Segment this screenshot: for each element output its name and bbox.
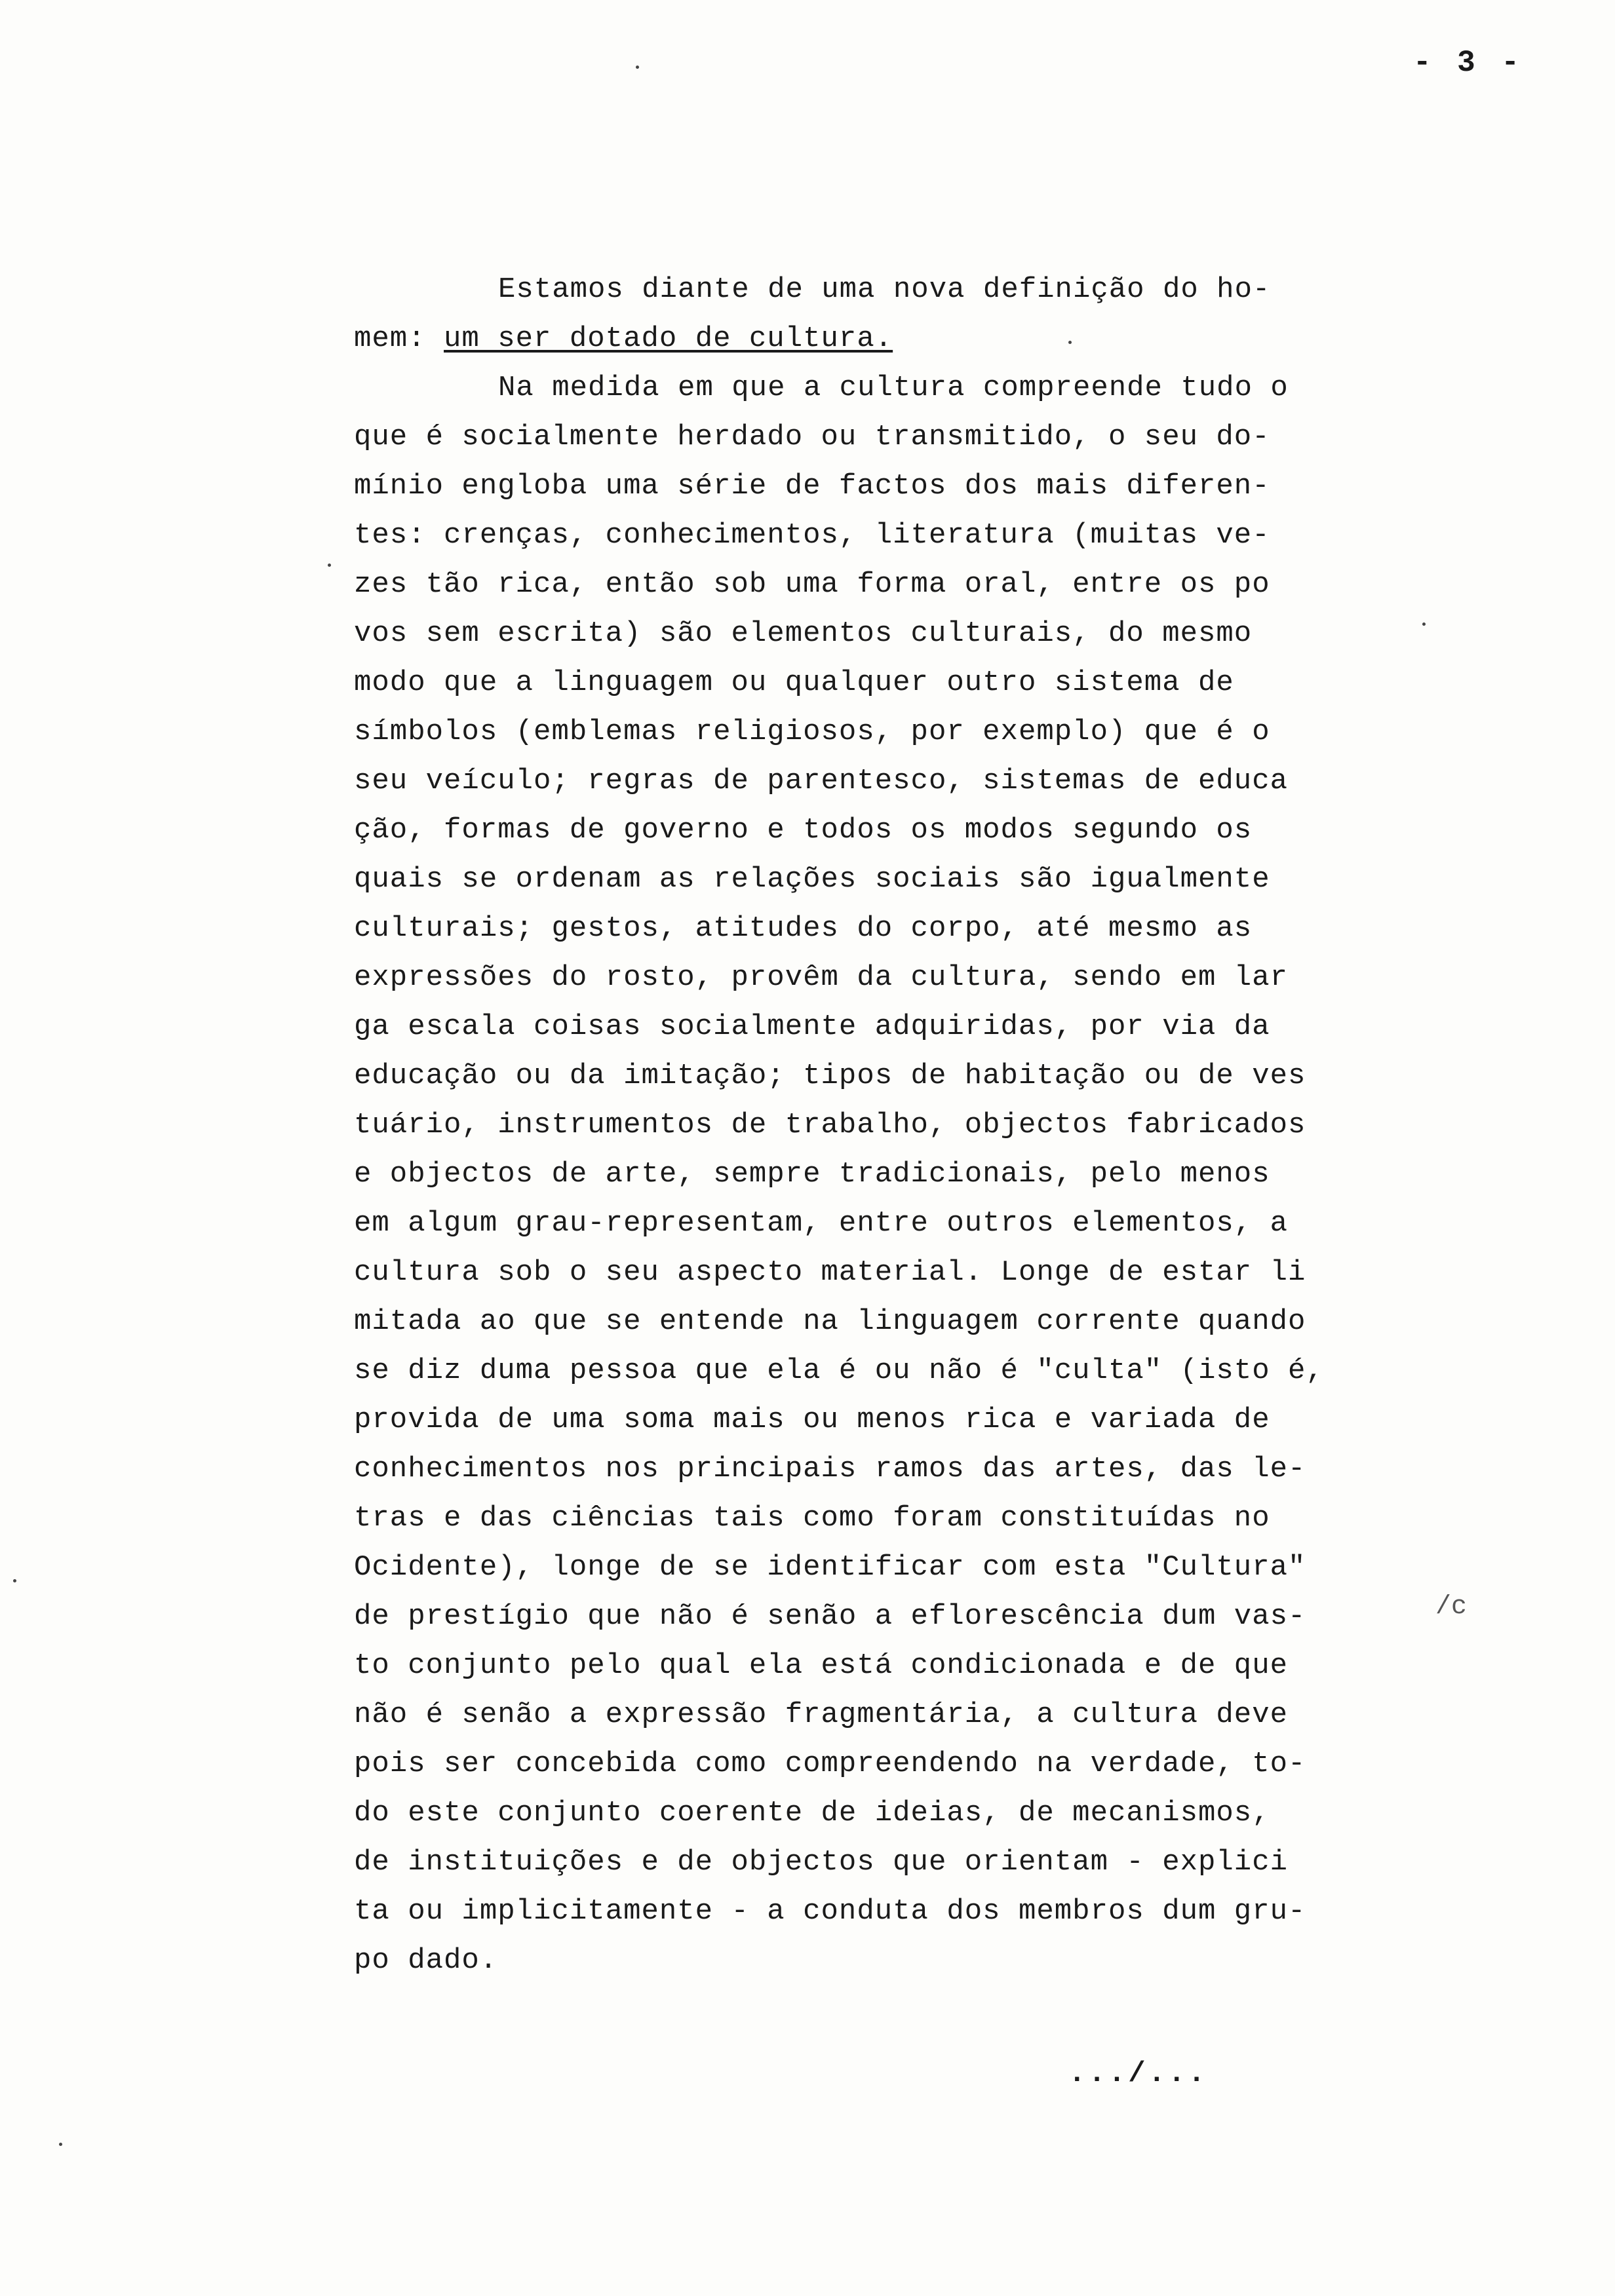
text-line: educação ou da imitação; tipos de habitação ou de ves	[354, 1060, 1306, 1092]
continuation-marker: .../...	[1068, 2057, 1208, 2090]
text-line: provida de uma soma mais ou menos rica e variada de	[354, 1404, 1270, 1436]
text-line: Na medida em que a cultura compreende tudo o	[498, 372, 1289, 404]
text-line: cultura sob o seu aspecto material. Longe de estar li	[354, 1256, 1306, 1289]
scan-speck	[13, 1579, 16, 1582]
text-line: tras e das ciências tais como foram constituídas no	[354, 1502, 1270, 1535]
scan-speck	[636, 66, 639, 69]
text-line: zes tão rica, então sob uma forma oral, entre os po	[354, 568, 1270, 601]
scan-speck	[328, 564, 331, 567]
text-line: tuário, instrumentos de trabalho, objectos fabricados	[354, 1109, 1306, 1141]
scan-speck	[59, 2143, 62, 2146]
text-line: mitada ao que se entende na linguagem corrente quando	[354, 1305, 1306, 1338]
text-line: po dado.	[354, 1944, 498, 1977]
text-line-with-underline	[354, 324, 893, 353]
page-number: - 3 -	[1412, 46, 1523, 80]
text-line: Ocidente), longe de se identificar com esta "Cultura"	[354, 1551, 1306, 1584]
text-line: ga escala coisas socialmente adquiridas, por via da	[354, 1010, 1270, 1043]
text-line: se diz duma pessoa que ela é ou não é "culta" (isto é,	[354, 1354, 1324, 1387]
underlined-phrase: um ser dotado de cultura.	[444, 322, 893, 355]
text-line: seu veículo; regras de parentesco, sistemas de educa	[354, 765, 1289, 797]
text-line: modo que a linguagem ou qualquer outro sistema de	[354, 666, 1234, 699]
line-prefix: mem:	[354, 322, 444, 355]
margin-correction-mark: /c	[1435, 1592, 1468, 1622]
scan-speck	[1422, 622, 1426, 626]
text-line: tes: crenças, conhecimentos, literatura (muitas ve-	[354, 519, 1270, 552]
text-line: pois ser concebida como compreendendo na verdade, to-	[354, 1748, 1306, 1780]
text-line: de instituições e de objectos que orientam - explici	[354, 1846, 1289, 1879]
text-line: expressões do rosto, provêm da cultura, sendo em lar	[354, 961, 1289, 994]
text-line: culturais; gestos, atitudes do corpo, até mesmo as	[354, 912, 1253, 945]
text-line: ção, formas de governo e todos os modos segundo os	[354, 814, 1253, 847]
text-line: conhecimentos nos principais ramos das artes, das le-	[354, 1453, 1306, 1485]
text-line: quais se ordenam as relações sociais são igualmente	[354, 863, 1270, 896]
text-line: símbolos (emblemas religiosos, por exemplo) que é o	[354, 716, 1270, 748]
text-line: não é senão a expressão fragmentária, a cultura deve	[354, 1698, 1289, 1731]
text-line: que é socialmente herdado ou transmitido, o seu do-	[354, 421, 1270, 453]
text-line: Estamos diante de uma nova definição do ho-	[498, 273, 1271, 306]
text-line: em algum grau-representam, entre outros elementos, a	[354, 1207, 1289, 1240]
text-line: de prestígio que não é senão a eflorescência dum vas-	[354, 1600, 1306, 1633]
text-line: vos sem escrita) são elementos culturais, do mesmo	[354, 617, 1253, 650]
text-line: mínio engloba uma série de factos dos mais diferen-	[354, 470, 1270, 503]
scan-speck	[1068, 341, 1072, 344]
text-line: to conjunto pelo qual ela está condicionada e de que	[354, 1649, 1289, 1682]
text-line: do este conjunto coerente de ideias, de mecanismos,	[354, 1797, 1270, 1829]
text-line: e objectos de arte, sempre tradicionais, pelo menos	[354, 1158, 1270, 1191]
text-line: ta ou implicitamente - a conduta dos membros dum gru-	[354, 1895, 1306, 1928]
